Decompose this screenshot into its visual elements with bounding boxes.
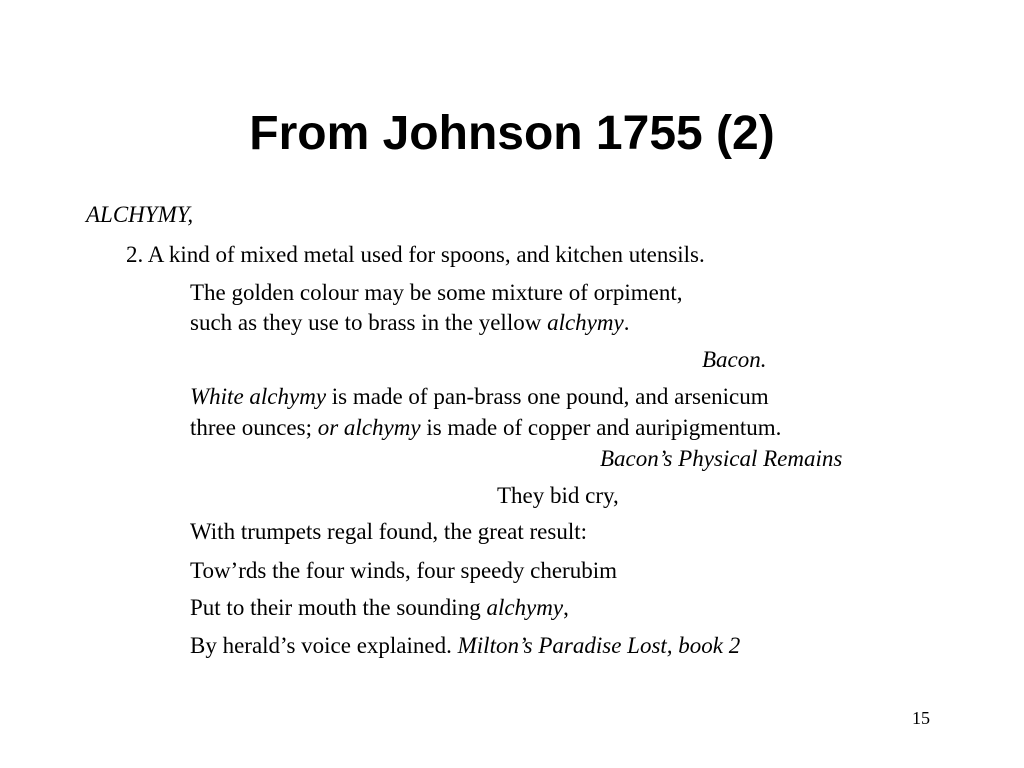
quote1-source: Bacon. [702,347,767,372]
quote3-line1: They bid cry, [497,483,619,508]
quote3-line4 [190,593,569,623]
quote3-line2: With trumpets regal found, the great result: [190,519,587,544]
slide-title: From Johnson 1755 (2) [249,107,775,160]
quote1-line2-text: such as they use to brass in the yellow [190,310,548,335]
quote2-line1-italic: White alchymy [190,384,327,409]
page-number: 15 [912,708,930,728]
quote1-line2-italic: alchymy [547,310,624,335]
quote2-line1 [190,382,769,412]
quote3-line5 [190,631,740,661]
quote3-line3: Tow’rds the four winds, four speedy cherubim [190,558,617,583]
quote3-line5-text: By herald’s voice explained. [190,633,458,658]
quote3-line4-end: , [563,595,569,620]
quote1-line2-end: . [623,310,630,335]
quote1-line2 [190,308,629,338]
quote3-line4-text: Put to their mouth the sounding [190,595,487,620]
definition: 2. A kind of mixed metal used for spoons, and kitchen utensils. [126,242,705,267]
quote2-line2-end: is made of copper and auripigmentum. [420,415,782,440]
quote3-line4-italic: alchymy [486,595,564,620]
quote2-line2 [190,413,781,443]
headword: ALCHYMY, [86,202,194,227]
quote2-line2-italic: or alchymy [317,415,421,440]
quote3-line5-italic: Milton’s Paradise Lost, book 2 [457,633,741,658]
quote2-line2-text: three ounces; [190,415,318,440]
quote1-line1: The golden colour may be some mixture of orpiment, [190,280,683,305]
quote2-line1-text: is made of pan-brass one pound, and arsenicum [326,384,769,409]
quote2-source: Bacon’s Physical Remains [600,446,843,471]
